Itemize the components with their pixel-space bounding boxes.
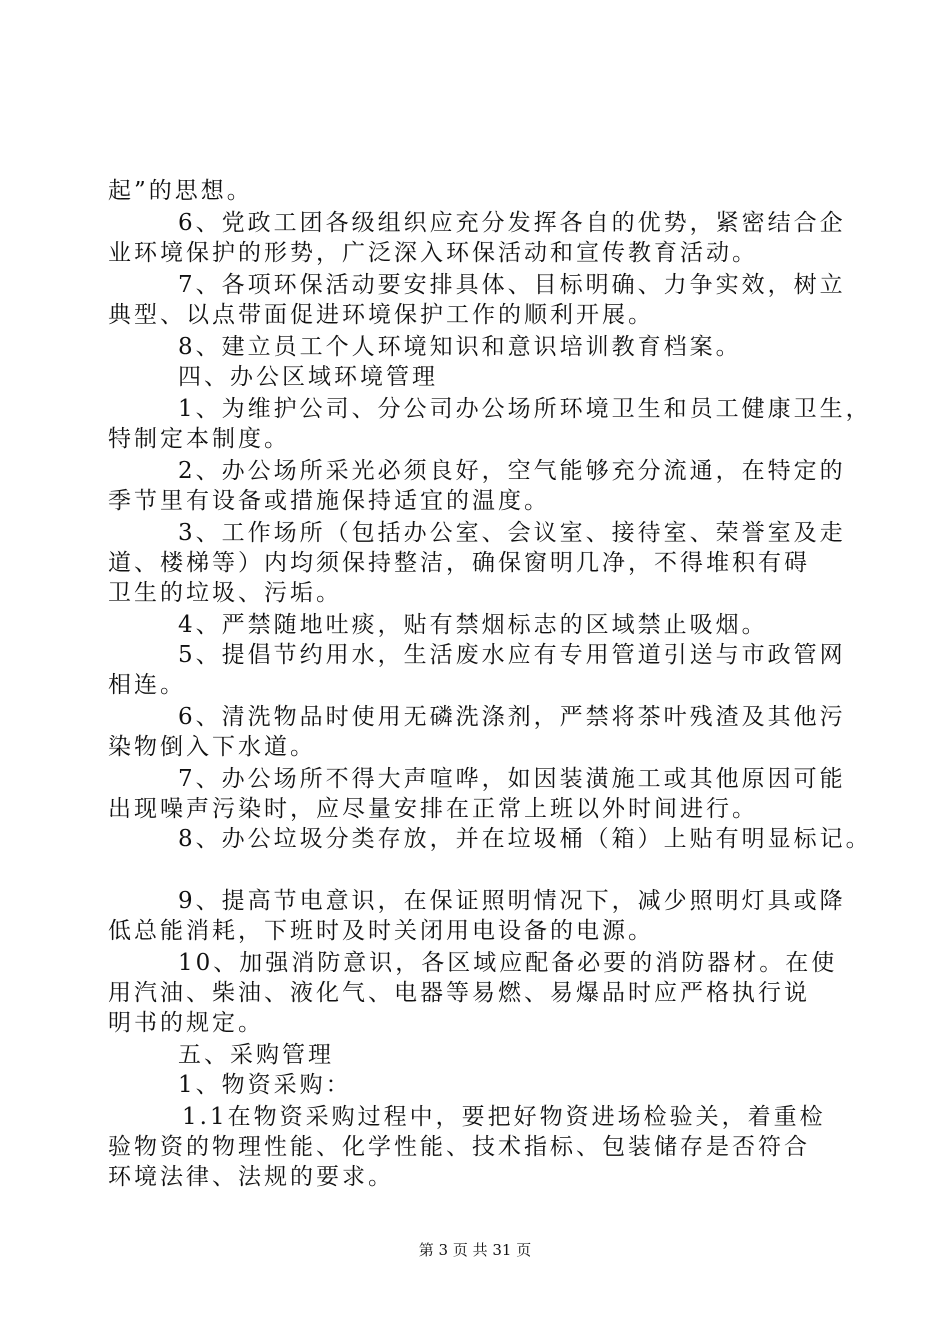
text-line: 验物资的物理性能、化学性能、技术指标、包装储存是否符合: [108, 1134, 810, 1160]
text-line: 卫生的垃圾、污垢。: [108, 580, 342, 606]
text-line: 8、建立员工个人环境知识和意识培训教育档案。: [178, 334, 742, 360]
text-line: 用汽油、柴油、液化气、电器等易燃、易爆品时应严格执行说: [108, 980, 810, 1006]
text-line: 出现噪声污染时，应尽量安排在正常上班以外时间进行。: [108, 796, 758, 822]
text-line: 明书的规定。: [108, 1010, 264, 1036]
text-line: 10、加强消防意识，各区域应配备必要的消防器材。在使: [178, 950, 838, 976]
text-line: 起”的思想。: [108, 178, 253, 204]
text-line: 2、办公场所采光必须良好，空气能够充分流通，在特定的: [178, 458, 846, 484]
text-line: 道、楼梯等）内均须保持整洁，确保窗明几净，不得堆积有碍: [108, 550, 810, 576]
text-line: 6、清洗物品时使用无磷洗涤剂，严禁将茶叶残渣及其他污: [178, 704, 846, 730]
text-line: 7、各项环保活动要安排具体、目标明确、力争实效，树立: [178, 272, 846, 298]
text-line: 4、严禁随地吐痰，贴有禁烟标志的区域禁止吸烟。: [178, 612, 768, 638]
text-line: 环境法律、法规的要求。: [108, 1164, 394, 1190]
text-line: 业环境保护的形势，广泛深入环保活动和宣传教育活动。: [108, 240, 758, 266]
text-line: 低总能消耗，下班时及时关闭用电设备的电源。: [108, 918, 654, 944]
text-line: 相连。: [108, 672, 186, 698]
text-line: 染物倒入下水道。: [108, 734, 316, 760]
text-line: 9、提高节电意识，在保证照明情况下，减少照明灯具或降: [178, 888, 846, 914]
text-line: 5、提倡节约用水，生活废水应有专用管道引送与市政管网: [178, 642, 846, 668]
text-line: 7、办公场所不得大声喧哗，如因装潢施工或其他原因可能: [178, 766, 846, 792]
text-line: 1、为维护公司、分公司办公场所环境卫生和员工健康卫生，: [178, 396, 872, 422]
text-line: 季节里有设备或措施保持适宜的温度。: [108, 488, 550, 514]
text-line: 1、物资采购：: [178, 1072, 352, 1098]
section-heading: 四、办公区域环境管理: [178, 364, 438, 390]
text-line: 6、党政工团各级组织应充分发挥各自的优势，紧密结合企: [178, 210, 846, 236]
text-line: 特制定本制度。: [108, 426, 290, 452]
text-line: 3、工作场所（包括办公室、会议室、接待室、荣誉室及走: [178, 520, 846, 546]
page-footer: 第 3 页 共 31 页: [418, 1241, 532, 1259]
text-line: 1.1在物资采购过程中，要把好物资进场检验关，着重检: [182, 1104, 826, 1130]
text-line: 典型、以点带面促进环境保护工作的顺利开展。: [108, 302, 654, 328]
text-line: 8、办公垃圾分类存放，并在垃圾桶（箱）上贴有明显标记。: [178, 826, 872, 852]
section-heading: 五、采购管理: [178, 1042, 334, 1068]
